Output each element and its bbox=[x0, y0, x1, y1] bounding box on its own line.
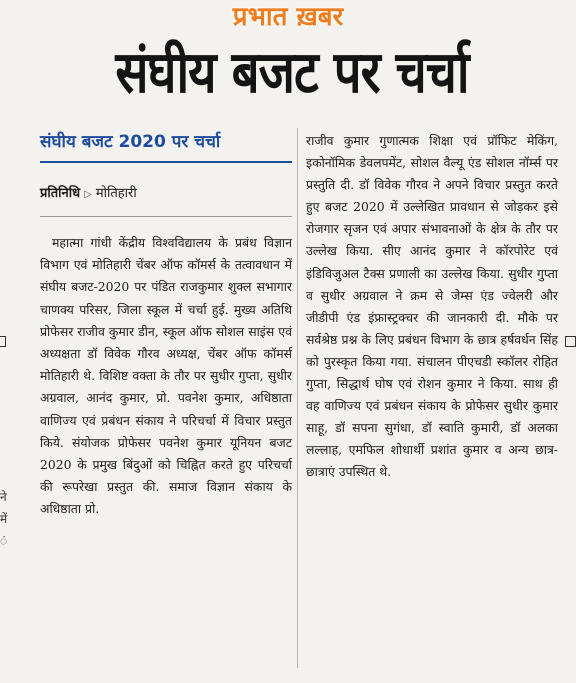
crop-mark-icon bbox=[565, 336, 576, 347]
byline-author: प्रतिनिधि bbox=[40, 186, 81, 201]
adjacent-column-fragment: ने bbox=[0, 490, 7, 504]
subheading-underline bbox=[40, 161, 292, 163]
headline: संघीय बजट पर चर्चा bbox=[115, 39, 469, 107]
byline-location: मोतिहारी bbox=[95, 186, 137, 201]
byline-arrow-icon: ▷ bbox=[84, 189, 92, 200]
article-body-right-column: राजीव कुमार गुणात्मक शिक्षा एवं प्रॉफिट मेकिंग, इकोनॉमिक डेवलपमेंट, सोशल वैल्यू एंड सोशल नॉर्म्स पर प्रस्तुति दी. डॉ विवेक गौरव ने अपने विचार प्रस्तुत करते हुए बजट 2020 में उल्लेखित प्रावधान से जोड़कर इसे रोजगार सृजन एवं अपार संभावनाओं के क्षेत्र के तौर पर उल्लेख किया. सीए आनंद कुमार ने कॉरपोरेट एवं इंडिविजुअल टैक्स प्रणाली का उल्लेख किया. सुधीर गुप्ता व सुधीर अग्रवाल ने क्रम से जेम्स एंड ज्वेलरी और जीडीपी एंड इंफ्रास्ट्रक्चर की जानकारी दी. मौके पर सर्वश्रेष्ठ प्रश्न के लिए प्रबंधन विभाग के छात्र हर्षवर्धन सिंह को पुरस्कृत किया गया. संचालन पीएचडी स्कॉलर रोहित गुप्ता, सिद्धार्थ घोष एवं रोशन कुमार ने किया. साथ ही वह वाणिज्य एवं प्रबंधन संकाय के प्रोफेसर सुधीर कुमार साहू, डॉ सपना सुगंधा, डॉ स्वाति कुमारी, डॉ अलका लल्लाह, एमफिल शोधार्थी प्रशांत कुमार व अन्य छात्र-छात्राएं उपस्थित थे. bbox=[306, 133, 558, 480]
crop-mark-icon bbox=[0, 336, 6, 347]
adjacent-column-fragment: ं bbox=[0, 534, 8, 548]
newspaper-masthead: प्रभात ख़बर bbox=[232, 2, 344, 32]
byline bbox=[40, 184, 292, 205]
article-body-left-column: महात्मा गांधी केंद्रीय विश्वविद्यालय के प्रबंध विज्ञान विभाग एवं मोतिहारी चेंबर ऑफ कॉमर्स के तत्वावधान में संघीय बजट-2020 पर पंडित राजकुमार शुक्ल सभागार चाणक्य परिसर, जिला स्कूल में चर्चा हुई. मुख्य अतिथि प्रोफेसर राजीव कुमार डीन, स्कूल ऑफ सोशल साइंस एवं अध्यक्षता डॉ विवेक गौरव अध्यक्ष, चेंबर ऑफ कॉमर्स मोतिहारी थे. विशिष्ट वक्ता के तौर पर सुधीर गुप्ता, सुधीर अग्रवाल, आनंद कुमार, प्रो. पवनेश कुमार, अधिष्ठाता वाणिज्य एवं प्रबंधन संकाय ने परिचर्चा में विचार प्रस्तुत किये. संयोजक प्रोफेसर पवनेश कुमार यूनियन बजट 2020 के प्रमुख बिंदुओं को चिह्नित करते हुए परिचर्चा की रूपरेखा प्रस्तुत की. समाज विज्ञान संकाय के अधिष्ठाता प्रो. bbox=[40, 235, 292, 517]
column-divider bbox=[297, 128, 298, 668]
subheading: संघीय बजट 2020 पर चर्चा bbox=[40, 132, 221, 152]
adjacent-column-fragment: में bbox=[0, 512, 8, 526]
byline-divider bbox=[40, 216, 292, 217]
